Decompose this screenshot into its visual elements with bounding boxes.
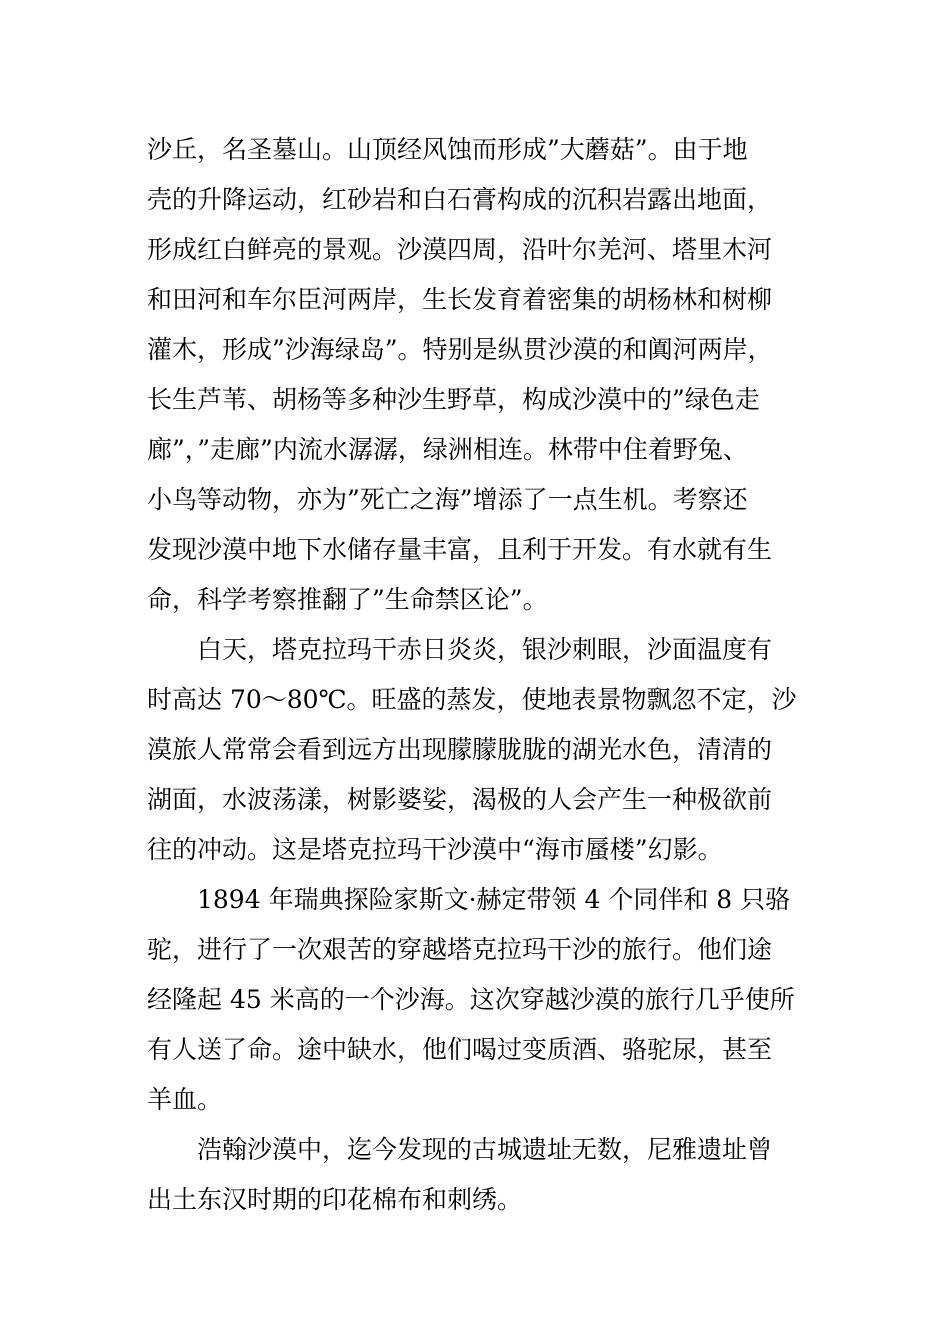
text-line: 长生芦苇、胡杨等多种沙生野草，构成沙漠中的”绿色走 xyxy=(147,385,760,414)
text-line: 湖面，水波荡漾，树影婆娑，渴极的人会产生一种极欲前 xyxy=(147,785,773,814)
text-line: 廊”，”走廊”内流水潺潺，绿洲相连。林带中住着野兔、 xyxy=(147,435,748,464)
text-line: 发现沙漠中地下水储存量丰富，且利于开发。有水就有生 xyxy=(147,535,773,564)
text-line: 壳的升降运动，红砂岩和白石膏构成的沉积岩露出地面， xyxy=(147,185,773,214)
paragraph-first-line: 白天，塔克拉玛干赤日炎炎，银沙刺眼，沙面温度有 xyxy=(197,635,773,664)
text-line: 小鸟等动物，亦为”死亡之海”增添了一点生机。考察还 xyxy=(147,485,748,514)
paragraph-first-line: 浩翰沙漠中，迄今发现的古城遗址无数，尼雅遗址曾 xyxy=(197,1135,773,1164)
paragraph-first-line: 1894 年瑞典探险家斯文·赫定带领 4 个同伴和 8 只骆 xyxy=(197,885,791,914)
text-line: 羊血。 xyxy=(147,1085,223,1114)
body-text xyxy=(147,125,827,1225)
text-line: 时高达 70～80℃。旺盛的蒸发，使地表景物飘忽不定，沙 xyxy=(147,685,797,714)
text-line: 形成红白鲜亮的景观。沙漠四周，沿叶尔羌河、塔里木河 xyxy=(147,235,773,264)
text-line: 驼，进行了一次艰苦的穿越塔克拉玛干沙的旅行。他们途 xyxy=(147,935,773,964)
text-line: 出土东汉时期的印花棉布和刺绣。 xyxy=(147,1185,523,1214)
text-line: 经隆起 45 米高的一个沙海。这次穿越沙漠的旅行几乎使所 xyxy=(147,985,795,1014)
text-line: 命，科学考察推翻了”生命禁区论”。 xyxy=(147,585,548,614)
text-line: 灌木，形成”沙海绿岛”。特别是纵贯沙漠的和阗河两岸， xyxy=(147,335,773,364)
text-line: 有人送了命。途中缺水，他们喝过变质酒、骆驼尿，甚至 xyxy=(147,1035,773,1064)
text-line: 往的冲动。这是塔克拉玛干沙漠中“海市蜃楼”幻影。 xyxy=(147,835,723,864)
text-line: 漠旅人常常会看到远方出现朦朦胧胧的湖光水色，清清的 xyxy=(147,735,773,764)
text-line: 和田河和车尔臣河两岸，生长发育着密集的胡杨林和树柳 xyxy=(147,285,773,314)
text-line: 沙丘，名圣墓山。山顶经风蚀而形成”大蘑菇”。由于地 xyxy=(147,135,748,164)
